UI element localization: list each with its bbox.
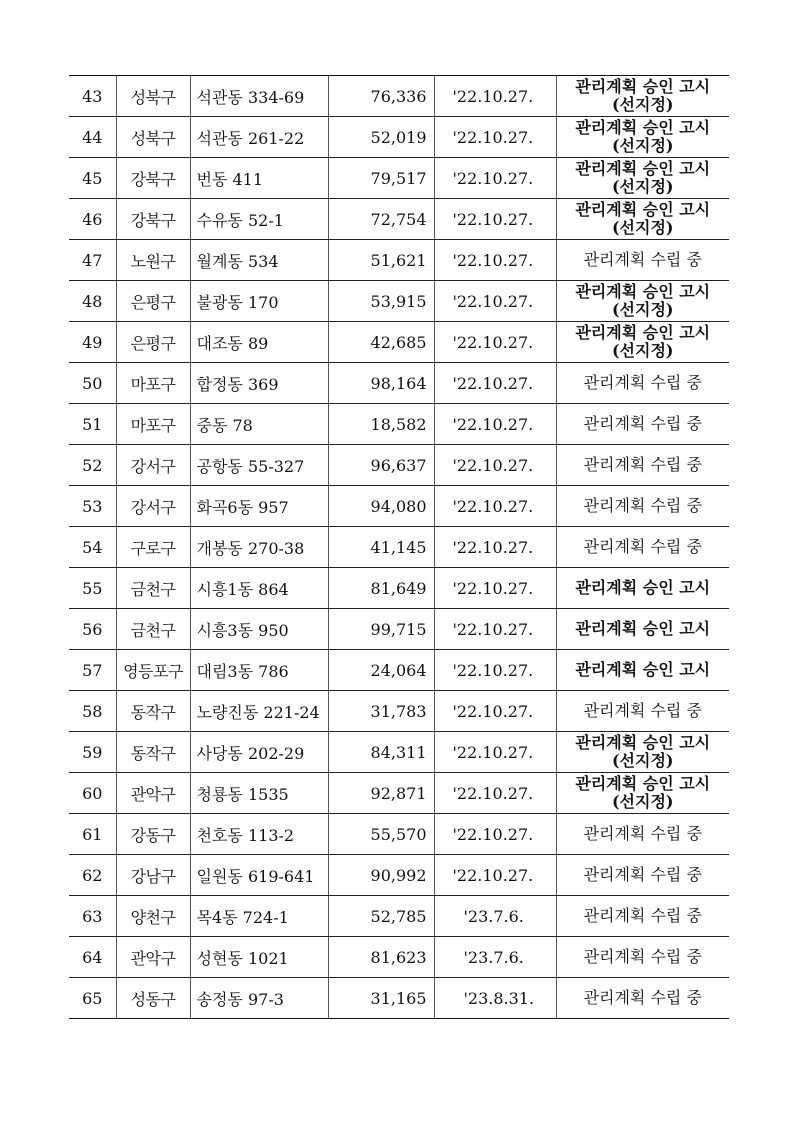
table-row bbox=[69, 691, 729, 732]
table-row bbox=[69, 158, 729, 199]
designation-date: '22.10.27. bbox=[434, 117, 556, 158]
designation-date: '22.10.27. bbox=[434, 76, 556, 117]
status-text: 관리계획 수립 중 bbox=[583, 373, 702, 392]
designation-date: '22.10.27. bbox=[434, 486, 556, 527]
designation-date: '22.10.27. bbox=[434, 199, 556, 240]
district-name: 성동구 bbox=[116, 978, 190, 1019]
status-text: 관리계획 수립 중 bbox=[583, 988, 702, 1007]
status-cell bbox=[556, 76, 729, 117]
status-cell bbox=[556, 732, 729, 773]
area-value: 31,783 bbox=[328, 691, 434, 732]
status-cell bbox=[556, 486, 729, 527]
table-row bbox=[69, 404, 729, 445]
address: 목4동 724-1 bbox=[190, 896, 328, 937]
area-value: 84,311 bbox=[328, 732, 434, 773]
address: 시흥1동 864 bbox=[190, 568, 328, 609]
row-number: 52 bbox=[69, 445, 116, 486]
address: 시흥3동 950 bbox=[190, 609, 328, 650]
district-name: 강서구 bbox=[116, 486, 190, 527]
designation-date: '22.10.27. bbox=[434, 773, 556, 814]
designation-date: '22.10.27. bbox=[434, 240, 556, 281]
address: 수유동 52-1 bbox=[190, 199, 328, 240]
status-text: 관리계획 승인 고시 bbox=[575, 118, 711, 137]
row-number: 43 bbox=[69, 76, 116, 117]
row-number: 56 bbox=[69, 609, 116, 650]
area-value: 90,992 bbox=[328, 855, 434, 896]
status-subtext: (선지정) bbox=[611, 751, 674, 770]
table-row bbox=[69, 281, 729, 322]
area-value: 92,871 bbox=[328, 773, 434, 814]
designation-date: '22.10.27. bbox=[434, 404, 556, 445]
row-number: 45 bbox=[69, 158, 116, 199]
district-name: 강동구 bbox=[116, 814, 190, 855]
status-text: 관리계획 승인 고시 bbox=[575, 733, 711, 752]
status-cell bbox=[556, 445, 729, 486]
district-name: 동작구 bbox=[116, 691, 190, 732]
address: 석관동 334-69 bbox=[190, 76, 328, 117]
table-row bbox=[69, 855, 729, 896]
district-name: 마포구 bbox=[116, 363, 190, 404]
status-cell bbox=[556, 322, 729, 363]
status-cell bbox=[556, 404, 729, 445]
status-text: 관리계획 승인 고시 bbox=[575, 159, 711, 178]
district-name: 강서구 bbox=[116, 445, 190, 486]
district-name: 관악구 bbox=[116, 773, 190, 814]
row-number: 50 bbox=[69, 363, 116, 404]
designation-date: '22.10.27. bbox=[434, 855, 556, 896]
status-cell bbox=[556, 240, 729, 281]
area-value: 99,715 bbox=[328, 609, 434, 650]
table-row bbox=[69, 199, 729, 240]
area-value: 96,637 bbox=[328, 445, 434, 486]
table-row bbox=[69, 445, 729, 486]
status-text: 관리계획 수립 중 bbox=[583, 455, 702, 474]
status-subtext: (선지정) bbox=[611, 95, 674, 114]
status-cell bbox=[556, 773, 729, 814]
address: 개봉동 270-38 bbox=[190, 527, 328, 568]
address: 성현동 1021 bbox=[190, 937, 328, 978]
table-row bbox=[69, 773, 729, 814]
status-cell bbox=[556, 568, 729, 609]
table-row bbox=[69, 486, 729, 527]
status-text: 관리계획 승인 고시 bbox=[575, 578, 711, 597]
district-name: 마포구 bbox=[116, 404, 190, 445]
district-name: 성북구 bbox=[116, 76, 190, 117]
area-value: 52,785 bbox=[328, 896, 434, 937]
status-cell bbox=[556, 281, 729, 322]
row-number: 48 bbox=[69, 281, 116, 322]
address: 화곡6동 957 bbox=[190, 486, 328, 527]
district-name: 은평구 bbox=[116, 281, 190, 322]
table-row bbox=[69, 117, 729, 158]
address: 월계동 534 bbox=[190, 240, 328, 281]
status-text: 관리계획 승인 고시 bbox=[575, 774, 711, 793]
status-text: 관리계획 수립 중 bbox=[583, 414, 702, 433]
district-name: 구로구 bbox=[116, 527, 190, 568]
district-name: 성북구 bbox=[116, 117, 190, 158]
designation-date: '22.10.27. bbox=[434, 445, 556, 486]
status-text: 관리계획 수립 중 bbox=[583, 496, 702, 515]
row-number: 55 bbox=[69, 568, 116, 609]
status-cell bbox=[556, 199, 729, 240]
address: 불광동 170 bbox=[190, 281, 328, 322]
table-row bbox=[69, 609, 729, 650]
table-row bbox=[69, 978, 729, 1019]
designation-date: '23.7.6. bbox=[434, 937, 556, 978]
status-subtext: (선지정) bbox=[611, 136, 674, 155]
address: 중동 78 bbox=[190, 404, 328, 445]
area-value: 41,145 bbox=[328, 527, 434, 568]
status-text: 관리계획 수립 중 bbox=[583, 537, 702, 556]
status-cell bbox=[556, 650, 729, 691]
status-text: 관리계획 수립 중 bbox=[583, 250, 702, 269]
row-number: 44 bbox=[69, 117, 116, 158]
row-number: 64 bbox=[69, 937, 116, 978]
status-text: 관리계획 수립 중 bbox=[583, 906, 702, 925]
row-number: 51 bbox=[69, 404, 116, 445]
status-subtext: (선지정) bbox=[611, 792, 674, 811]
area-value: 79,517 bbox=[328, 158, 434, 199]
status-text: 관리계획 수립 중 bbox=[583, 947, 702, 966]
row-number: 65 bbox=[69, 978, 116, 1019]
designation-date: '23.7.6. bbox=[434, 896, 556, 937]
area-value: 24,064 bbox=[328, 650, 434, 691]
area-value: 18,582 bbox=[328, 404, 434, 445]
table-row bbox=[69, 363, 729, 404]
table-row bbox=[69, 650, 729, 691]
area-value: 81,649 bbox=[328, 568, 434, 609]
status-cell bbox=[556, 117, 729, 158]
table-row bbox=[69, 240, 729, 281]
table-row bbox=[69, 527, 729, 568]
table-row bbox=[69, 937, 729, 978]
status-text: 관리계획 승인 고시 bbox=[575, 77, 711, 96]
address: 일원동 619-641 bbox=[190, 855, 328, 896]
status-cell bbox=[556, 814, 729, 855]
designation-date: '22.10.27. bbox=[434, 650, 556, 691]
row-number: 58 bbox=[69, 691, 116, 732]
address: 합정동 369 bbox=[190, 363, 328, 404]
table-row bbox=[69, 322, 729, 363]
designation-date: '22.10.27. bbox=[434, 732, 556, 773]
district-name: 강북구 bbox=[116, 199, 190, 240]
address: 석관동 261-22 bbox=[190, 117, 328, 158]
district-name: 관악구 bbox=[116, 937, 190, 978]
address: 대조동 89 bbox=[190, 322, 328, 363]
designation-date: '23.8.31. bbox=[434, 978, 556, 1019]
area-value: 31,165 bbox=[328, 978, 434, 1019]
table-row bbox=[69, 896, 729, 937]
designation-date: '22.10.27. bbox=[434, 691, 556, 732]
designation-date: '22.10.27. bbox=[434, 322, 556, 363]
area-value: 42,685 bbox=[328, 322, 434, 363]
row-number: 49 bbox=[69, 322, 116, 363]
row-number: 59 bbox=[69, 732, 116, 773]
status-subtext: (선지정) bbox=[611, 300, 674, 319]
address: 노량진동 221-24 bbox=[190, 691, 328, 732]
district-name: 강남구 bbox=[116, 855, 190, 896]
designation-date: '22.10.27. bbox=[434, 609, 556, 650]
status-text: 관리계획 승인 고시 bbox=[575, 660, 711, 679]
area-value: 81,623 bbox=[328, 937, 434, 978]
row-number: 60 bbox=[69, 773, 116, 814]
table-row bbox=[69, 732, 729, 773]
area-value: 76,336 bbox=[328, 76, 434, 117]
area-value: 55,570 bbox=[328, 814, 434, 855]
district-name: 영등포구 bbox=[116, 650, 190, 691]
designation-date: '22.10.27. bbox=[434, 568, 556, 609]
district-name: 금천구 bbox=[116, 609, 190, 650]
status-cell bbox=[556, 363, 729, 404]
status-cell bbox=[556, 978, 729, 1019]
district-name: 은평구 bbox=[116, 322, 190, 363]
area-value: 98,164 bbox=[328, 363, 434, 404]
status-text: 관리계획 승인 고시 bbox=[575, 200, 711, 219]
row-number: 61 bbox=[69, 814, 116, 855]
address: 천호동 113-2 bbox=[190, 814, 328, 855]
status-cell bbox=[556, 896, 729, 937]
area-value: 94,080 bbox=[328, 486, 434, 527]
address: 송정동 97-3 bbox=[190, 978, 328, 1019]
status-cell bbox=[556, 855, 729, 896]
status-cell bbox=[556, 527, 729, 568]
row-number: 57 bbox=[69, 650, 116, 691]
status-text: 관리계획 승인 고시 bbox=[575, 619, 711, 638]
area-value: 51,621 bbox=[328, 240, 434, 281]
district-name: 강북구 bbox=[116, 158, 190, 199]
designation-date: '22.10.27. bbox=[434, 814, 556, 855]
row-number: 54 bbox=[69, 527, 116, 568]
status-subtext: (선지정) bbox=[611, 177, 674, 196]
address: 사당동 202-29 bbox=[190, 732, 328, 773]
row-number: 47 bbox=[69, 240, 116, 281]
designation-date: '22.10.27. bbox=[434, 363, 556, 404]
district-name: 동작구 bbox=[116, 732, 190, 773]
address: 청룡동 1535 bbox=[190, 773, 328, 814]
status-cell bbox=[556, 609, 729, 650]
area-value: 53,915 bbox=[328, 281, 434, 322]
row-number: 53 bbox=[69, 486, 116, 527]
row-number: 62 bbox=[69, 855, 116, 896]
table-row bbox=[69, 76, 729, 117]
district-name: 양천구 bbox=[116, 896, 190, 937]
status-cell bbox=[556, 691, 729, 732]
status-text: 관리계획 수립 중 bbox=[583, 865, 702, 884]
area-value: 72,754 bbox=[328, 199, 434, 240]
row-number: 63 bbox=[69, 896, 116, 937]
address: 공항동 55-327 bbox=[190, 445, 328, 486]
status-text: 관리계획 승인 고시 bbox=[575, 282, 711, 301]
row-number: 46 bbox=[69, 199, 116, 240]
table-body bbox=[69, 76, 729, 1019]
designation-date: '22.10.27. bbox=[434, 158, 556, 199]
district-name: 노원구 bbox=[116, 240, 190, 281]
area-value: 52,019 bbox=[328, 117, 434, 158]
status-subtext: (선지정) bbox=[611, 341, 674, 360]
designation-date: '22.10.27. bbox=[434, 527, 556, 568]
status-text: 관리계획 승인 고시 bbox=[575, 323, 711, 342]
district-table bbox=[69, 75, 729, 1019]
district-name: 금천구 bbox=[116, 568, 190, 609]
status-text: 관리계획 수립 중 bbox=[583, 824, 702, 843]
address: 번동 411 bbox=[190, 158, 328, 199]
status-text: 관리계획 수립 중 bbox=[583, 701, 702, 720]
status-subtext: (선지정) bbox=[611, 218, 674, 237]
address: 대림3동 786 bbox=[190, 650, 328, 691]
status-cell bbox=[556, 158, 729, 199]
table-row bbox=[69, 568, 729, 609]
table-row bbox=[69, 814, 729, 855]
designation-date: '22.10.27. bbox=[434, 281, 556, 322]
status-cell bbox=[556, 937, 729, 978]
